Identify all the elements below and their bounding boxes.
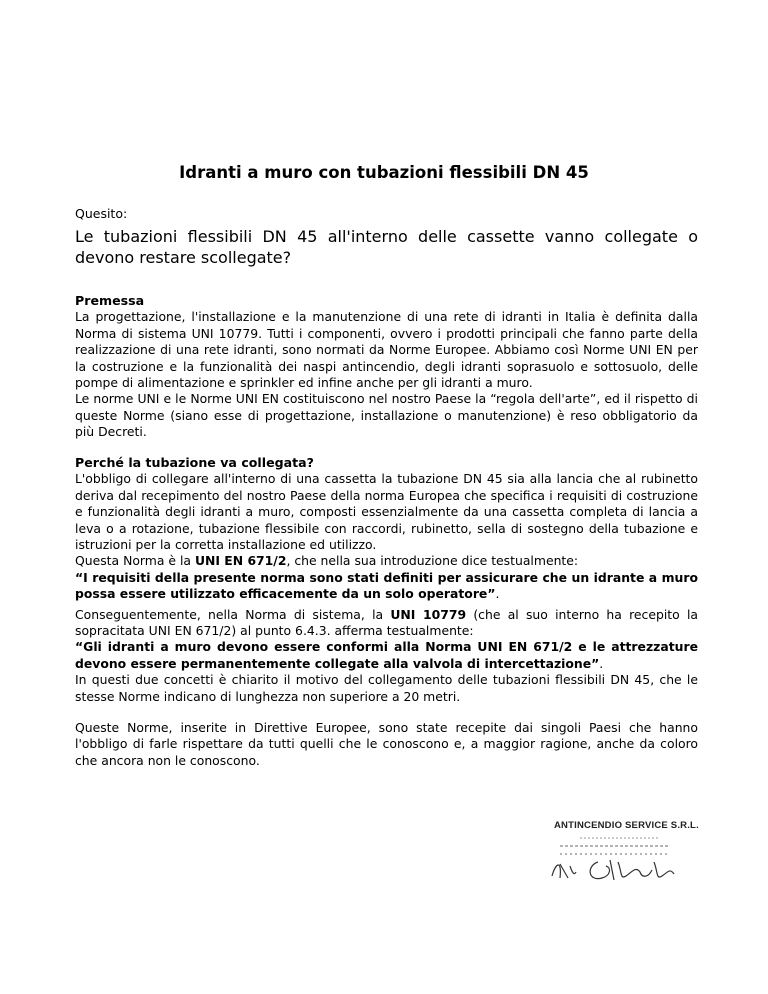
norm-reference: UNI 10779 bbox=[390, 606, 467, 622]
paragraph: In questi due concetti è chiarito il motivo del collegamento delle tubazioni flessibili DN 45, che le stesse Norme indicano di lunghezza non superiore a 20 metri. bbox=[75, 672, 698, 704]
company-stamp bbox=[540, 820, 700, 890]
section-premessa bbox=[75, 293, 698, 441]
question-text: Le tubazioni flessibili DN 45 all'interno delle cassette vanno collegate o devono restare scollegate? bbox=[75, 227, 698, 267]
paragraph: L'obbligo di collegare all'interno di una cassetta la tubazione DN 45 sia alla lancia che al rubinetto deriva dal recepimento del nostro Paese della norma Europea che specifica i requisiti di costruzione e funzionalità degli idranti a muro, composti essenzialmente da una cassetta completa di lancia a leva o a rotazione, tubazione flessibile con raccordi, rubinetto, sella di sostegno della tubazione e istruzioni per la corretta installazione ed utilizzo. bbox=[75, 471, 698, 553]
paragraph: Le norme UNI e le Norme UNI EN costituiscono nel nostro Paese la “regola dell'arte”, ed il rispetto di queste Norme (siano esse di progettazione, installazione o manutenzione) è reso obbligatorio da più Decreti. bbox=[75, 391, 698, 440]
stamp-company-name: ANTINCENDIO SERVICE S.R.L. bbox=[554, 820, 699, 831]
document-title: Idranti a muro con tubazioni flessibili DN 45 bbox=[179, 163, 589, 182]
question-label: Quesito: bbox=[75, 206, 128, 221]
quote bbox=[75, 570, 698, 603]
text-run: (che al suo interno ha recepito la sopracitata UNI EN 671/2) al punto 6.4.3. afferma testualmente: bbox=[75, 606, 698, 639]
signature-icon bbox=[540, 832, 700, 890]
text-run: Questa Norma è la bbox=[75, 553, 195, 569]
text-run: , che nella sua introduzione dice testualmente: bbox=[286, 553, 579, 569]
paragraph bbox=[75, 607, 698, 640]
section-heading: Perché la tubazione va collegata? bbox=[75, 455, 314, 470]
paragraph: Queste Norme, inserite in Direttive Europee, sono state recepite dai singoli Paesi che hanno l'obbligo di farle rispettare da tutti quelli che le conoscono e, a maggior ragione, anche da coloro che ancora non le conoscono. bbox=[75, 720, 698, 768]
paragraph bbox=[75, 553, 698, 569]
closing-section bbox=[75, 720, 698, 769]
text-run: . bbox=[495, 586, 500, 602]
quote bbox=[75, 639, 698, 672]
paragraph: La progettazione, l'installazione e la manutenzione di una rete di idranti in Italia è definita dalla Norma di sistema UNI 10779. Tutti i componenti, ovvero i prodotti principali che fanno parte della realizzazione di una rete idranti, sono normati da Norme Europee. Abbiamo così Norme UNI EN per la costruzione e la funzionalità dei naspi antincendio, degli idranti soprasuolo e sottosuolo, delle pompe di alimentazione e sprinkler ed infine anche per gli idranti a muro. bbox=[75, 309, 698, 391]
quote-text: “Gli idranti a muro devono essere conformi alla Norma UNI EN 671/2 e le attrezzature devono essere permanentemente collegate alla valvola di intercettazione” bbox=[75, 639, 698, 671]
text-run: Conseguentemente, nella Norma di sistema, la bbox=[75, 606, 391, 622]
norm-reference: UNI EN 671/2 bbox=[194, 553, 287, 569]
section-heading: Premessa bbox=[75, 293, 145, 308]
section-perche bbox=[75, 455, 698, 705]
text-run: . bbox=[599, 655, 604, 671]
quote-text: “I requisiti della presente norma sono stati definiti per assicurare che un idrante a muro possa essere utilizzato efficacemente da un solo operatore” bbox=[75, 569, 698, 602]
